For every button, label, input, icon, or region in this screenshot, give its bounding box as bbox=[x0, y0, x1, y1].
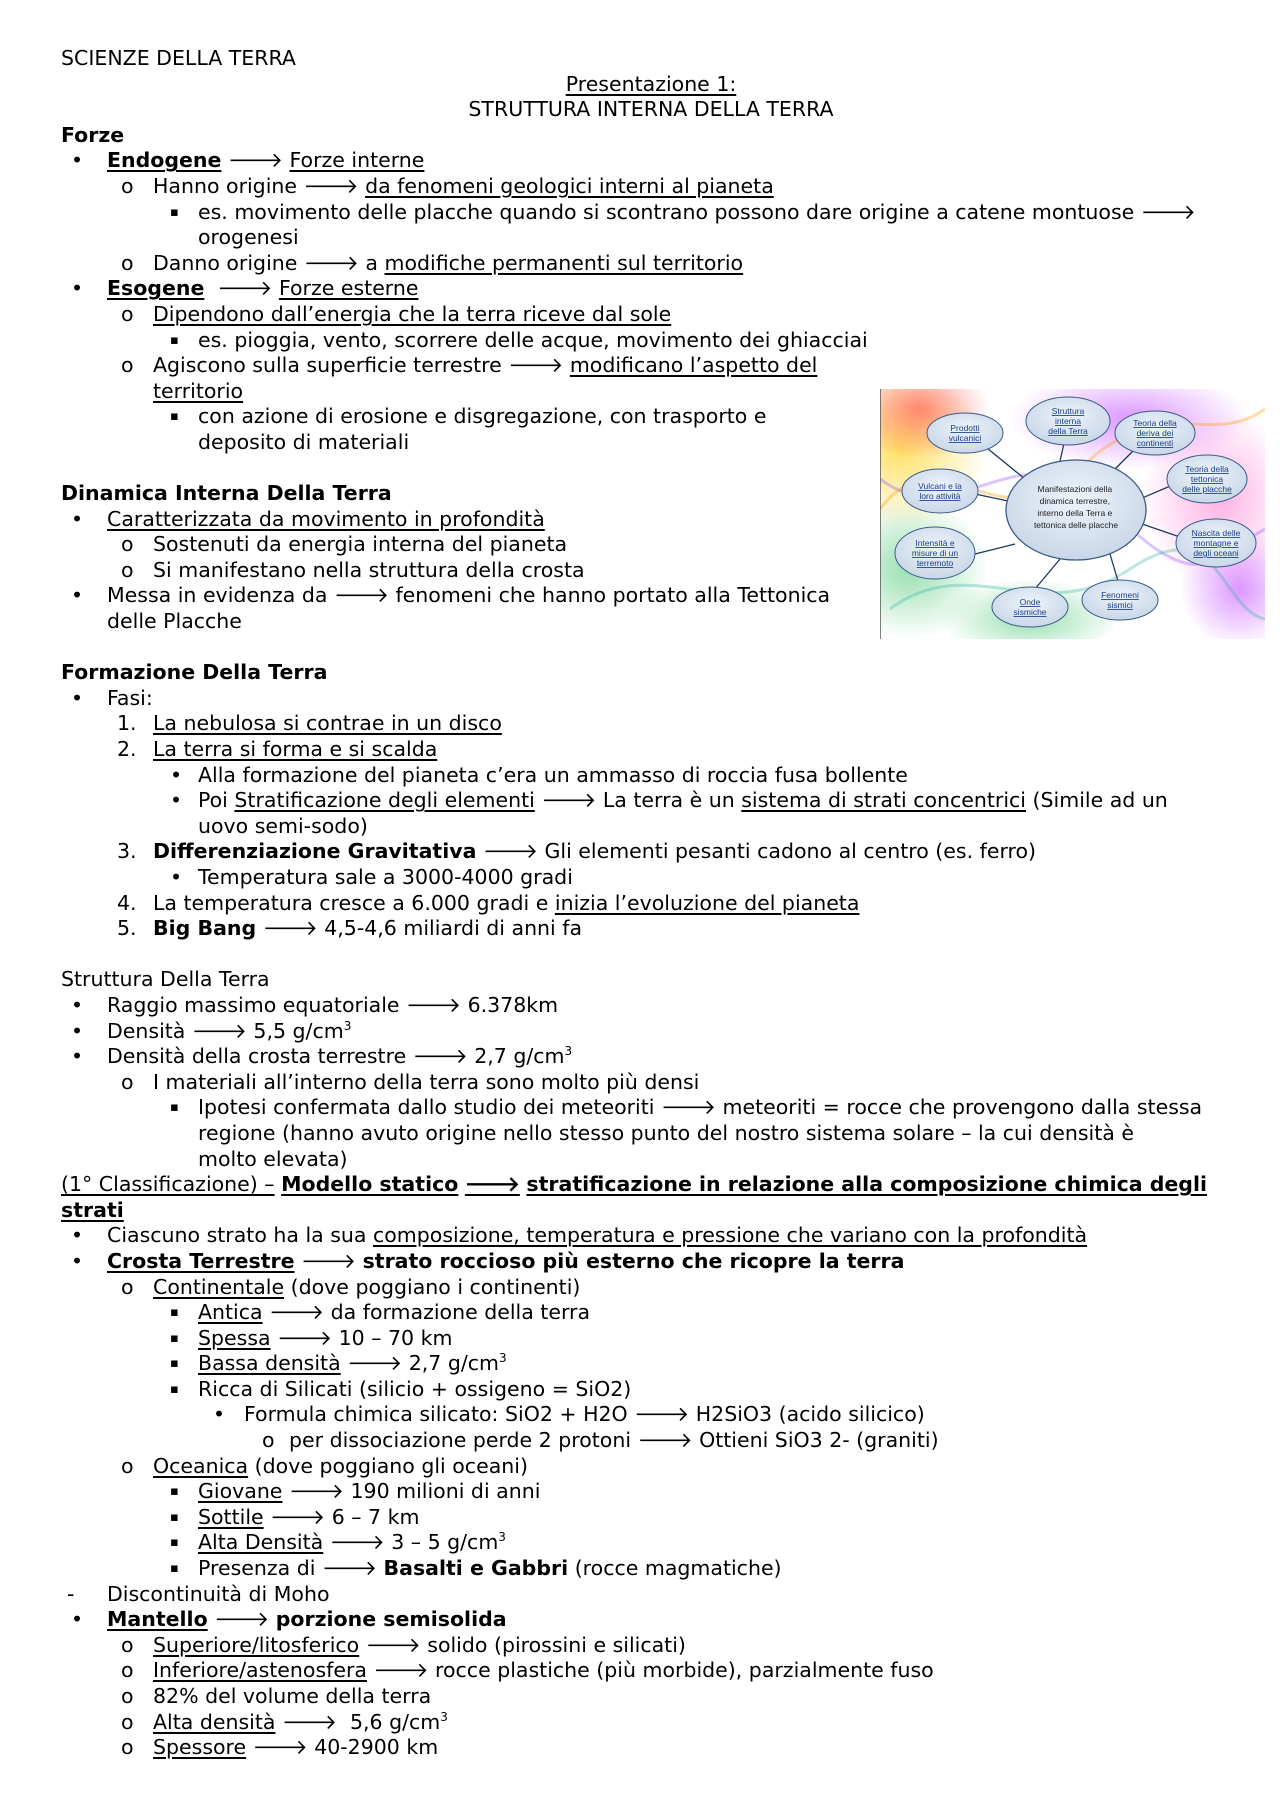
list-item: ▪ Antica 🡒 da formazione della terra bbox=[170, 1300, 591, 1325]
arrow-icon: 🡒 bbox=[661, 1095, 716, 1120]
arrow-icon: 🡒 bbox=[288, 1479, 344, 1504]
list-item: o Si manifestano nella struttura della crosta bbox=[121, 557, 585, 582]
arrow-icon: 🡒 bbox=[634, 1402, 690, 1427]
arrow-icon: 🡒 bbox=[321, 1556, 377, 1581]
list-item: o Sostenuti da energia interna del pianeta bbox=[121, 532, 568, 557]
list-item: ▪ Presenza di 🡒 Basalti e Gabbri (rocce magmatiche) bbox=[170, 1556, 782, 1581]
arrow-icon: 🡒 bbox=[373, 1658, 429, 1683]
node-label: Prodotti vulcanici bbox=[948, 423, 982, 443]
list-item: o Hanno origine 🡒 da fenomeni geologici interni al pianeta bbox=[121, 173, 774, 198]
list-item: o Superiore/litosferico 🡒 solido (pirossini e silicati) bbox=[121, 1632, 686, 1657]
arrow-icon: 🡒 bbox=[406, 992, 462, 1017]
arrow-icon: 🡒 bbox=[482, 839, 538, 864]
list-item: ▪ Spessa 🡒 10 – 70 km bbox=[170, 1325, 453, 1350]
list-item: - Discontinuità di Moho bbox=[67, 1581, 330, 1606]
arrow-icon: 🡒 bbox=[1140, 199, 1196, 224]
arrow-icon: 🡒 bbox=[277, 1325, 333, 1350]
list-item-continuation: regione (hanno avuto origine nello stesso punto del nostro sistema solare – la cui densità è bbox=[198, 1120, 1134, 1145]
list-item: • Endogene 🡒 Forze interne bbox=[71, 148, 425, 173]
node-label: Fenomeni sismici bbox=[1101, 590, 1139, 610]
list-item: • Caratterizzata da movimento in profondità bbox=[71, 506, 545, 531]
list-item: • Raggio massimo equatoriale 🡒 6.378km bbox=[71, 992, 559, 1017]
arrow-icon: 🡒 bbox=[329, 1530, 385, 1555]
list-item-continuation: delle Placche bbox=[107, 609, 242, 634]
list-item: • Ciascuno strato ha la sua composizione, temperatura e pressione che variano con la profondità bbox=[71, 1223, 1088, 1248]
arrow-icon: 🡒 bbox=[365, 1632, 421, 1657]
list-item-continuation: molto elevata) bbox=[198, 1146, 348, 1171]
center-label: Manifestazioni della dinamica terrestre, interno della Terra e tettonica delle placche bbox=[1033, 484, 1119, 530]
list-item: ▪ con azione di erosione e disgregazione, con trasporto e bbox=[170, 404, 767, 429]
concept-diagram bbox=[880, 389, 1265, 639]
list-item: • Densità 🡒 5,5 $g/cm^3$ bbox=[71, 1018, 352, 1043]
arrow-icon: 🡒 bbox=[191, 1018, 247, 1043]
arrow-icon: 🡒 bbox=[412, 1044, 468, 1069]
classification-heading: (1° Classificazione) – Modello statico 🡒 stratificazione in relazione alla composizione chimica degli bbox=[61, 1172, 1208, 1197]
presentation-label: Presentazione 1: bbox=[565, 71, 737, 96]
list-item: o per dissociazione perde 2 protoni 🡒 Ottieni SiO3 2- (graniti) bbox=[262, 1428, 939, 1453]
list-item: o Oceanica (dove poggiano gli oceani) bbox=[121, 1453, 528, 1478]
numbered-item: 5. Big Bang 🡒 4,5-4,6 miliardi di anni fa bbox=[117, 916, 583, 941]
numbered-item: 4. La temperatura cresce a 6.000 gradi e inizia l’evoluzione del pianeta bbox=[117, 890, 860, 915]
arrow-icon: 🡒 bbox=[252, 1735, 308, 1760]
section-heading-struttura: Struttura Della Terra bbox=[61, 967, 270, 992]
list-item: o 82% del volume della terra bbox=[121, 1684, 432, 1708]
list-item: • Fasi: bbox=[71, 685, 153, 710]
list-item: ▪ Ricca di Silicati (silicio + ossigeno = SiO2) bbox=[170, 1376, 632, 1401]
list-item-continuation: territorio bbox=[153, 378, 244, 403]
numbered-item: 3. Differenziazione Gravitativa 🡒 Gli elementi pesanti cadono al centro (es. ferro) bbox=[117, 839, 1037, 864]
list-item: ▪ Sottile 🡒 6 – 7 km bbox=[170, 1504, 420, 1529]
list-item: ▪ Ipotesi confermata dallo studio dei meteoriti 🡒 meteoriti = rocce che provengono dalla stessa bbox=[170, 1095, 1203, 1120]
list-item: • Temperatura sale a 3000-4000 gradi bbox=[170, 865, 573, 889]
list-item-continuation: deposito di materiali bbox=[198, 429, 410, 454]
list-item: ▪ Giovane 🡒 190 milioni di anni bbox=[170, 1479, 541, 1504]
list-item: o Spessore 🡒 40-2900 km bbox=[121, 1735, 439, 1760]
arrow-icon: 🡒 bbox=[269, 1300, 325, 1325]
classification-heading-continuation: strati bbox=[61, 1197, 124, 1222]
arrow-icon: 🡒 bbox=[301, 1248, 357, 1273]
section-heading-forze: Forze bbox=[61, 122, 125, 147]
arrow-icon: 🡒 bbox=[303, 173, 359, 198]
list-item: • Poi Stratificazione degli elementi 🡒 La terra è un sistema di strati concentrici (Simile ad un bbox=[170, 788, 1168, 813]
list-item: o Dipendono dall’energia che la terra riceve dal sole bbox=[121, 301, 672, 326]
list-item: o Danno origine 🡒 a modifiche permanenti sul territorio bbox=[121, 250, 744, 275]
arrow-icon: 🡒 bbox=[227, 148, 283, 173]
subject-heading: SCIENZE DELLA TERRA bbox=[61, 46, 296, 70]
document-page bbox=[61, 46, 1241, 1761]
arrow-icon: 🡒 bbox=[333, 583, 389, 608]
arrow-icon: 🡒 bbox=[637, 1428, 693, 1453]
page-title: STRUTTURA INTERNA DELLA TERRA bbox=[468, 97, 834, 122]
node-label: Onde sismiche bbox=[1013, 597, 1047, 617]
list-item: o I materiali all’interno della terra sono molto più densi bbox=[121, 1069, 700, 1094]
node-label: Vulcani e la loro attività bbox=[918, 481, 962, 501]
list-item: • Alla formazione del pianeta c’era un ammasso di roccia fusa bollente bbox=[170, 762, 908, 787]
list-item: • Messa in evidenza da 🡒 fenomeni che hanno portato alla Tettonica bbox=[71, 583, 831, 608]
section-heading-dinamica: Dinamica Interna Della Terra bbox=[61, 481, 392, 506]
node-label: Nascita delle montagne e degli oceani bbox=[1191, 528, 1241, 558]
list-item: ▪ es. movimento delle placche quando si scontrano possono dare origine a catene montuose 🡒 bbox=[170, 199, 1196, 224]
list-item: o Continentale (dove poggiano i continenti) bbox=[121, 1274, 581, 1299]
arrow-icon: 🡒 bbox=[508, 353, 564, 378]
arrow-icon: 🡒 bbox=[303, 250, 359, 275]
list-item: ▪ Alta Densità 🡒 3 – 5 $g/cm^3$ bbox=[170, 1530, 506, 1555]
list-item: o Inferiore/astenosfera 🡒 rocce plastiche (più morbide), parzialmente fuso bbox=[121, 1658, 934, 1683]
list-item: • Mantello 🡒 porzione semisolida bbox=[71, 1607, 507, 1632]
numbered-item: 2. La terra si forma e si scalda bbox=[117, 737, 438, 762]
arrow-icon: 🡒 bbox=[270, 1504, 326, 1529]
numbered-item: 1. La nebulosa si contrae in un disco bbox=[117, 711, 502, 736]
node-label: Teoria della tettonica delle placche bbox=[1182, 464, 1232, 494]
list-item-continuation: orogenesi bbox=[198, 225, 299, 250]
node-label: Teoria della deriva dei continenti bbox=[1133, 418, 1177, 448]
arrow-icon: 🡒 bbox=[262, 916, 318, 941]
list-item: • Esogene 🡒 Forze esterne bbox=[71, 276, 419, 301]
arrow-icon: 🡒 bbox=[464, 1172, 520, 1197]
section-heading-formazione: Formazione Della Terra bbox=[61, 660, 328, 685]
list-item: • Crosta Terrestre 🡒 strato roccioso più esterno che ricopre la terra bbox=[71, 1248, 905, 1273]
arrow-icon: 🡒 bbox=[347, 1351, 403, 1376]
concept-diagram-svg bbox=[880, 389, 1265, 639]
arrow-icon: 🡒 bbox=[281, 1709, 337, 1734]
node-label: Intensità e misure di un terremoto bbox=[911, 538, 959, 568]
arrow-icon: 🡒 bbox=[214, 1607, 270, 1632]
arrow-icon: 🡒 bbox=[217, 276, 273, 301]
arrow-icon: 🡒 bbox=[541, 788, 597, 813]
list-item: ▪ Bassa densità 🡒 2,7 $g/cm^3$ bbox=[170, 1351, 507, 1376]
list-item: ▪ es. pioggia, vento, scorrere delle acque, movimento dei ghiacciai bbox=[170, 327, 868, 352]
list-item-continuation: uovo semi-sodo) bbox=[198, 813, 368, 838]
list-item: o Alta densità 🡒 5,6 $g/cm^3$ bbox=[121, 1709, 448, 1734]
list-item: o Agiscono sulla superficie terrestre 🡒 modificano l’aspetto del bbox=[121, 353, 818, 378]
list-item: • Densità della crosta terrestre 🡒 2,7 $g/cm^3$ bbox=[71, 1044, 573, 1069]
node-label: Struttura interna della Terra bbox=[1048, 406, 1088, 436]
list-item: • Formula chimica silicato: SiO2 + H2O 🡒 H2SiO3 (acido silicico) bbox=[213, 1402, 925, 1427]
